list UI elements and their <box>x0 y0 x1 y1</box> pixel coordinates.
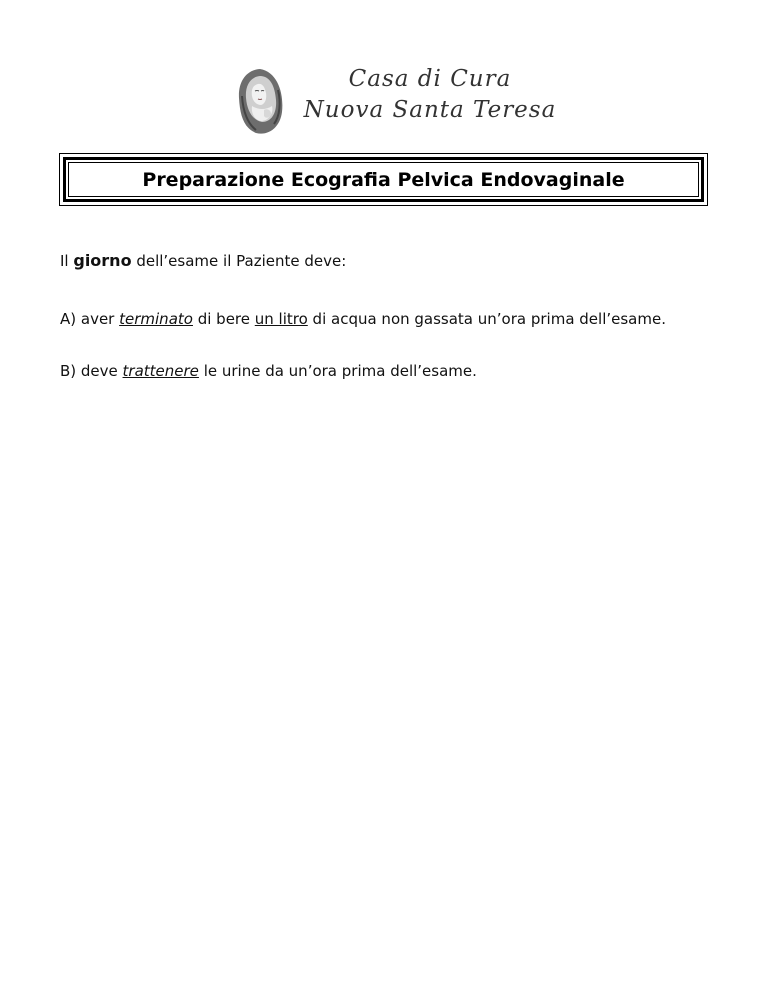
instruction-item-b <box>60 356 710 386</box>
title-frame <box>59 153 708 206</box>
title-frame-inner <box>63 157 704 202</box>
item-a-rest: di acqua non gassata un’ora prima dell’esame. <box>307 310 666 328</box>
document-title: Preparazione Ecografia Pelvica Endovaginale <box>142 168 625 191</box>
item-a-prefix: A) aver <box>60 310 120 328</box>
clinic-name-line2: Nuova Santa Teresa <box>303 97 557 123</box>
item-a-underlined: un litro <box>254 310 308 328</box>
madonna-and-child-icon <box>234 66 286 136</box>
clinic-name <box>300 64 560 126</box>
item-b-emphasis: trattenere <box>122 362 199 380</box>
item-a-emphasis: terminato <box>119 310 193 328</box>
intro-paragraph <box>60 246 710 276</box>
item-b-rest: le urine da un’ora prima dell’esame. <box>198 362 477 380</box>
clinic-name-line1: Casa di Cura <box>348 66 512 92</box>
intro-emphasis: giorno <box>73 251 132 270</box>
document-body <box>60 246 710 408</box>
intro-text-end: dell’esame il Paziente deve: <box>131 252 347 270</box>
item-b-prefix: B) deve <box>60 362 123 380</box>
instruction-item-a <box>60 304 710 334</box>
intro-text-start: Il <box>60 252 74 270</box>
item-a-middle: di bere <box>192 310 255 328</box>
letterhead <box>0 60 768 140</box>
